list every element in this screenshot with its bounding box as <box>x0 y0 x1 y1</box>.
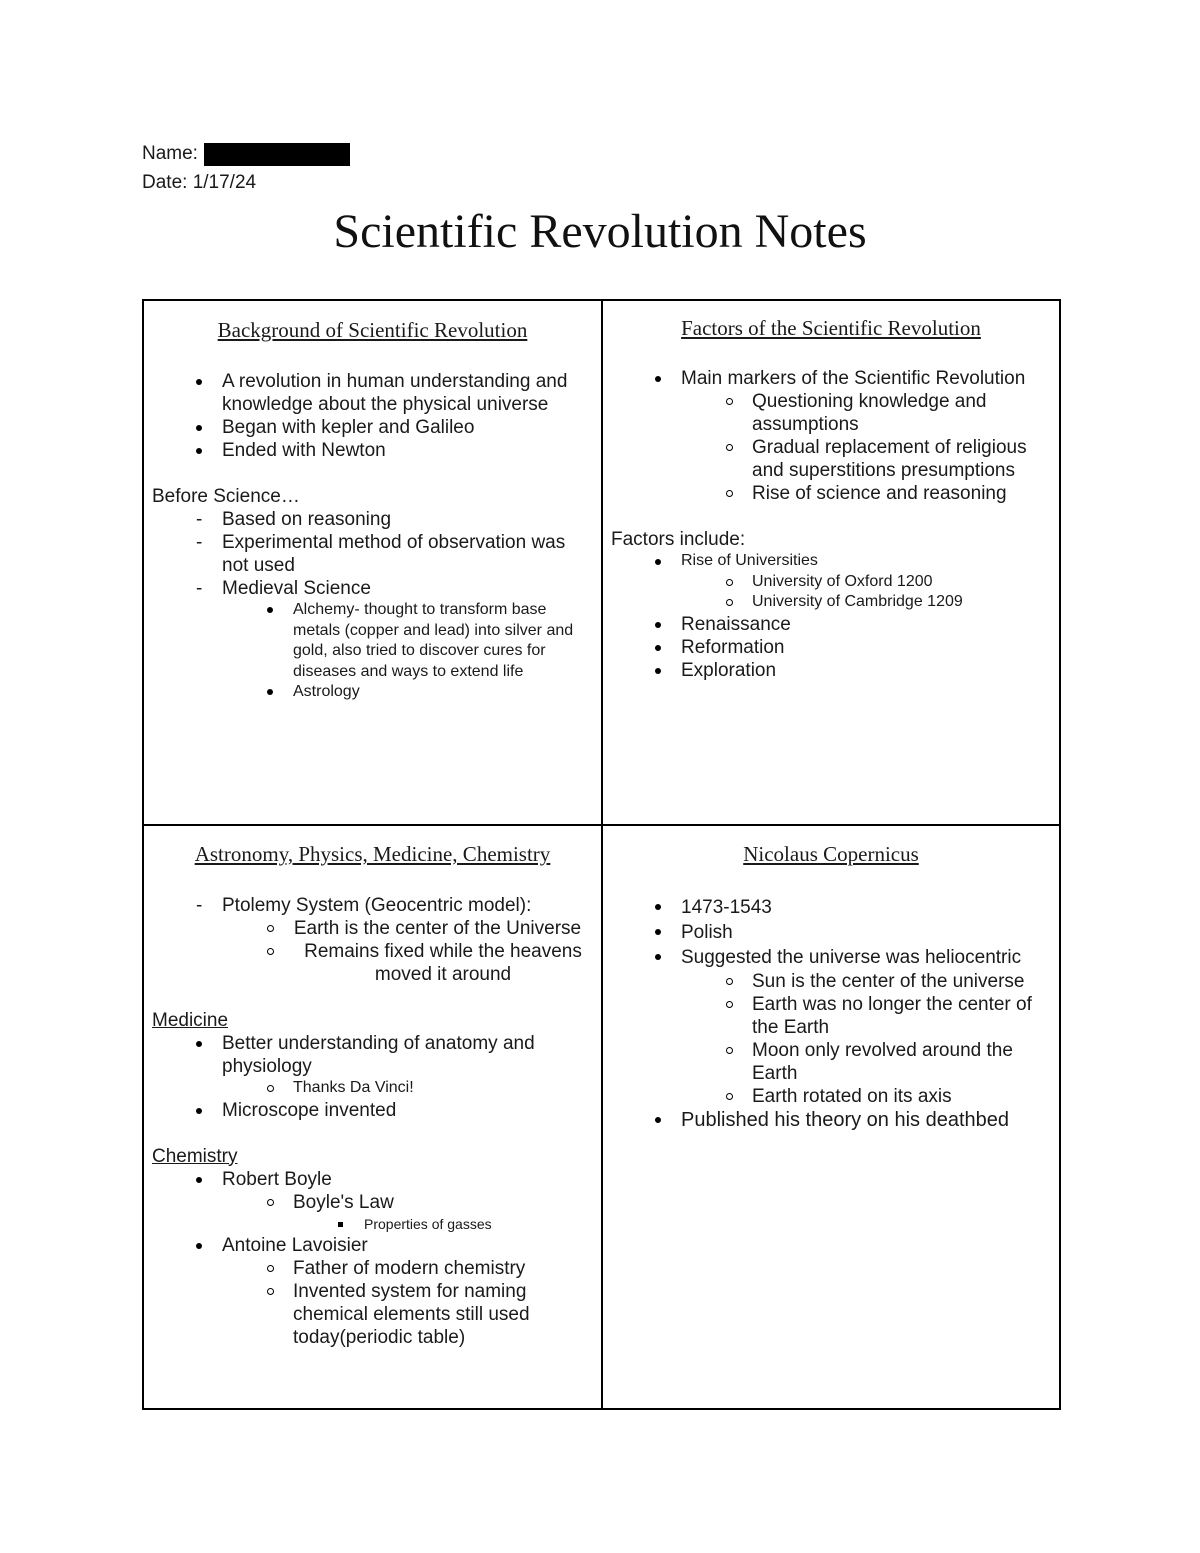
list-item: - Medieval Science <box>152 577 593 600</box>
list-item: Alchemy- thought to transform base metals (copper and lead) into silver and gold, also tried to discover cures for diseases and ways to extend life <box>152 600 593 682</box>
list-item: Father of modern chemistry <box>152 1257 593 1280</box>
list-item: - Experimental method of observation was not used <box>152 531 593 577</box>
markers-list <box>611 390 1051 505</box>
cell-copernicus <box>603 826 1059 1408</box>
list-item: Robert Boyle <box>152 1168 593 1191</box>
factors-list <box>611 551 1051 572</box>
list-item: Microscope invented <box>152 1099 593 1122</box>
notes-grid <box>142 299 1061 1410</box>
list-item: A revolution in human understanding and knowledge about the physical universe <box>152 370 593 416</box>
list-item: Main markers of the Scientific Revolution <box>611 367 1051 390</box>
list-item: Antoine Lavoisier <box>152 1234 593 1257</box>
list-item: Began with kepler and Galileo <box>152 416 593 439</box>
list-item: Exploration <box>611 659 1051 682</box>
ptolemy-point-text: Remains fixed while the heavens moved it around <box>304 941 582 985</box>
factors-main-list <box>611 367 1051 390</box>
cell-background <box>144 301 601 824</box>
list-item: 1473-1543 <box>611 895 1051 920</box>
copernicus-list-2 <box>611 1108 1051 1133</box>
list-item: Ended with Newton <box>152 439 593 462</box>
list-item <box>152 940 593 986</box>
chemistry-list-2 <box>152 1234 593 1257</box>
list-item: Boyle's Law <box>152 1191 593 1214</box>
cell-heading: Factors of the Scientific Revolution <box>681 316 981 340</box>
list-item: Questioning knowledge and assumptions <box>611 390 1051 436</box>
ptolemy-list <box>152 894 593 917</box>
before-science-list <box>152 508 593 600</box>
list-item: Sun is the center of the universe <box>611 970 1051 993</box>
list-item: Invented system for naming chemical elements still used today(periodic table) <box>152 1280 593 1349</box>
heliocentric-points <box>611 970 1051 1108</box>
list-item: Reformation <box>611 636 1051 659</box>
list-item: Earth was no longer the center of the Earth <box>611 993 1051 1039</box>
factors-include-label: Factors include: <box>611 529 746 550</box>
list-item: Gradual replacement of religious and superstitions presumptions <box>611 436 1051 482</box>
list-item: Earth rotated on its axis <box>611 1085 1051 1108</box>
before-science-label: Before Science… <box>152 486 300 507</box>
name-label: Name: <box>142 143 198 164</box>
list-item: Renaissance <box>611 613 1051 636</box>
ptolemy-point-text: Earth is the center of the Universe <box>293 918 582 939</box>
list-item: University of Oxford 1200 <box>611 572 1051 593</box>
medicine-list-2 <box>152 1099 593 1122</box>
page-title: Scientific Revolution Notes <box>333 205 867 258</box>
date-label: Date: 1/17/24 <box>142 172 257 193</box>
cell-heading: Astronomy, Physics, Medicine, Chemistry <box>194 842 551 866</box>
medicine-sub-list <box>152 1078 593 1099</box>
list-item: Suggested the universe was heliocentric <box>611 945 1051 970</box>
cell-astronomy <box>144 826 601 1408</box>
list-item <box>152 917 593 940</box>
list-item: Rise of Universities <box>611 551 1051 572</box>
cell-heading: Background of Scientific Revolution <box>217 318 528 342</box>
list-item: Moon only revolved around the Earth <box>611 1039 1051 1085</box>
redacted-name <box>204 143 350 166</box>
copernicus-list <box>611 895 1051 970</box>
medicine-label: Medicine <box>152 1010 229 1031</box>
list-item: Astrology <box>152 682 593 703</box>
lavoisier-sub-list <box>152 1257 593 1349</box>
cell-factors <box>603 301 1059 824</box>
list-item: Polish <box>611 920 1051 945</box>
list-item: University of Cambridge 1209 <box>611 592 1051 613</box>
background-bullets <box>152 370 593 462</box>
medieval-science-list <box>152 600 593 703</box>
list-item: - Based on reasoning <box>152 508 593 531</box>
boyle-sub-list <box>152 1191 593 1214</box>
chemistry-label: Chemistry <box>152 1145 238 1167</box>
list-item: Better understanding of anatomy and physiology <box>152 1032 593 1078</box>
list-item: Properties of gasses <box>152 1214 593 1234</box>
list-item: Rise of science and reasoning <box>611 482 1051 505</box>
factors-other-list <box>611 613 1051 682</box>
cell-heading: Nicolaus Copernicus <box>743 842 919 866</box>
list-item: - Ptolemy System (Geocentric model): <box>152 894 593 917</box>
name-line <box>142 142 350 166</box>
ptolemy-points <box>152 917 593 986</box>
medicine-list <box>152 1032 593 1078</box>
universities-list <box>611 572 1051 613</box>
list-item: Thanks Da Vinci! <box>152 1078 593 1099</box>
boyle-law-sub-list <box>152 1214 593 1234</box>
list-item: Published his theory on his deathbed <box>611 1108 1051 1133</box>
chemistry-list <box>152 1168 593 1191</box>
